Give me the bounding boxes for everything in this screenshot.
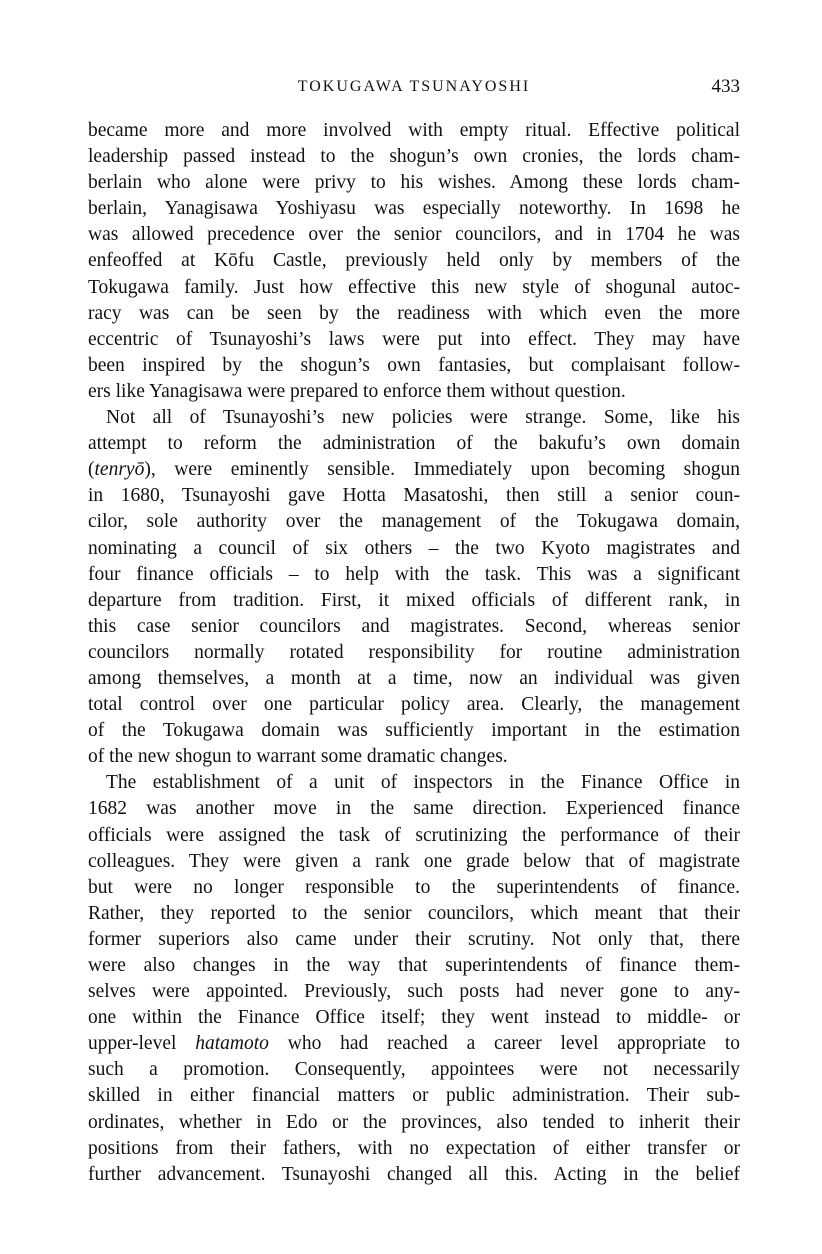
page-number: 433: [711, 76, 740, 97]
text-line: racy was can be seen by the readiness with which even the more: [88, 302, 740, 324]
text-line: berlain who alone were privy to his wishes. Among these lords cham-: [88, 172, 740, 194]
running-title: TOKUGAWA TSUNAYOSHI: [297, 78, 531, 95]
running-header: [88, 72, 740, 102]
text-line: selves were appointed. Previously, such posts had never gone to any-: [88, 981, 740, 1003]
text-line: of the new shogun to warrant some dramatic changes.: [88, 746, 508, 768]
text-line: four finance officials – to help with the task. This was a significant: [88, 563, 740, 585]
text-line: enfeoffed at Kōfu Castle, previously held only by members of the: [88, 250, 740, 272]
text-line: berlain, Yanagisawa Yoshiyasu was especially noteworthy. In 1698 he: [88, 198, 740, 220]
text-line: but were no longer responsible to the superintendents of finance.: [88, 876, 740, 898]
text-line: in 1680, Tsunayoshi gave Hotta Masatoshi, then still a senior coun-: [88, 485, 740, 507]
text-line: 1682 was another move in the same direction. Experienced finance: [88, 798, 740, 820]
paragraph-1: [88, 118, 740, 405]
text-line: Rather, they reported to the senior councilors, which meant that their: [88, 902, 740, 924]
text-line: this case senior councilors and magistrates. Second, whereas senior: [88, 615, 740, 637]
text-line: of the Tokugawa domain was sufficiently important in the estimation: [88, 720, 740, 742]
text-line: leadership passed instead to the shogun’s own cronies, the lords cham-: [88, 146, 740, 168]
text-line: (tenryō), were eminently sensible. Immediately upon becoming shogun: [88, 459, 740, 481]
text-line: councilors normally rotated responsibility for routine administration: [88, 641, 740, 663]
text-line: colleagues. They were given a rank one grade below that of magistrate: [88, 850, 740, 872]
text-line: Not all of Tsunayoshi’s new policies were strange. Some, like his: [106, 407, 740, 429]
text-line: total control over one particular policy area. Clearly, the management: [88, 694, 740, 716]
text-line: ordinates, whether in Edo or the provinces, also tended to inherit their: [88, 1111, 740, 1133]
text-line: was allowed precedence over the senior councilors, and in 1704 he was: [88, 224, 740, 246]
italic-term: hatamoto: [195, 1033, 269, 1055]
text-line: departure from tradition. First, it mixed officials of different rank, in: [88, 589, 740, 611]
text-line: eccentric of Tsunayoshi’s laws were put into effect. They may have: [88, 328, 740, 350]
italic-term: tenryō: [94, 459, 145, 481]
text-line: cilor, sole authority over the management of the Tokugawa domain,: [88, 511, 740, 533]
text-line: been inspired by the shogun’s own fantasies, but complaisant follow-: [88, 354, 740, 376]
paragraph-3: [88, 770, 740, 1188]
text-line: ers like Yanagisawa were prepared to enforce them without question.: [88, 380, 626, 402]
text-line: skilled in either financial matters or public administration. Their sub-: [88, 1085, 740, 1107]
text-line: one within the Finance Office itself; they went instead to middle- or: [88, 1007, 740, 1029]
text-line: attempt to reform the administration of the bakufu’s own domain: [88, 433, 740, 455]
text-line: former superiors also came under their scrutiny. Not only that, there: [88, 928, 740, 950]
text-line: became more and more involved with empty ritual. Effective political: [88, 120, 740, 141]
text-line: were also changes in the way that superintendents of finance them-: [88, 955, 740, 976]
text-line: The establishment of a unit of inspectors in the Finance Office in: [106, 772, 740, 794]
body-text: [88, 118, 740, 1188]
text-line: further advancement. Tsunayoshi changed all this. Acting in the belief: [88, 1163, 740, 1185]
text-line: nominating a council of six others – the two Kyoto magistrates and: [88, 537, 740, 559]
text-line: positions from their fathers, with no expectation of either transfer or: [88, 1137, 740, 1159]
text-line: among themselves, a month at a time, now an individual was given: [88, 667, 740, 689]
text-line: Tokugawa family. Just how effective this new style of shogunal autoc-: [88, 276, 740, 298]
text-line: such a promotion. Consequently, appointees were not necessarily: [88, 1059, 740, 1081]
paragraph-2: [88, 405, 740, 770]
text-line: officials were assigned the task of scrutinizing the performance of their: [88, 824, 740, 846]
text-line: upper-level hatamoto who had reached a career level appropriate to: [88, 1033, 740, 1055]
